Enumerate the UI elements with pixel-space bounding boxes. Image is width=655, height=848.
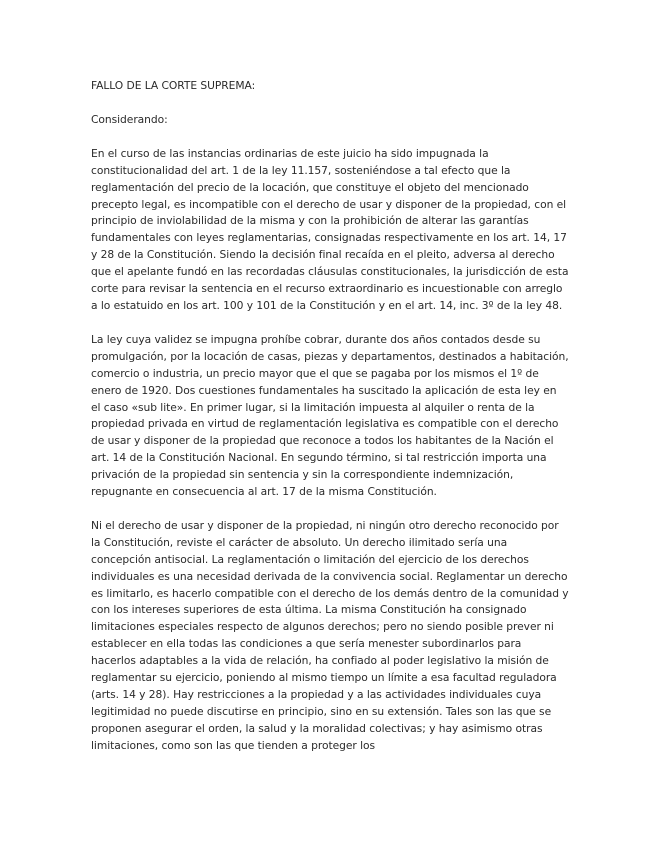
paragraph-3: Ni el derecho de usar y disponer de la propiedad, ni ningún otro derecho reconocido por la Constitución, reviste el carácter de absoluto. Un derecho ilimitado sería una concepción antisocial. La reglamentación o limitación del ejercicio de los derechos individuales es una necesidad derivada de la convivencia social. Reglamentar un derecho es limitarlo, es hacerlo compatible con el derecho de los demás dentro de la comunidad y con los intereses superiores de esta última. La misma Constitución ha consignado limitaciones especiales respecto de algunos derechos; pero no siendo posible prever ni establecer en ella todas las condiciones a que sería menester subordinarlos para hacerlos adaptables a la vida de relación, ha confiado al poder legislativo la misión de reglamentar su ejercicio, poniendo al mismo tiempo un límite a esa facultad reguladora (arts. 14 y 28). Hay restricciones a la propiedad y a las actividades individuales cuya legitimidad no puede discutirse en principio, sino en su extensión. Tales son las que se proponen asegurar el orden, la salud y la moralidad colectivas; y hay asimismo otras limitaciones, como son las que tienden a proteger los <box>91 518 569 752</box>
document-page <box>91 78 569 772</box>
paragraph-2: La ley cuya validez se impugna prohíbe cobrar, durante dos años contados desde su promulgación, por la locación de casas, piezas y departamentos, destinados a habitación, comercio o industria, un precio mayor que el que se pagaba por los mismos el 1º de enero de 1920. Dos cuestiones fundamentales ha suscitado la aplicación de esta ley en el caso «sub lite». En primer lugar, si la limitación impuesta al alquiler o renta de la propiedad privada en virtud de reglamentación legislativa es compatible con el derecho de usar y disponer de la propiedad que reconoce a todos los habitantes de la Nación el art. 14 de la Constitución Nacional. En segundo término, si tal restricción importa una privación de la propiedad sin sentencia y sin la correspondiente indemnización, repugnante en consecuencia al art. 17 de la misma Constitución. <box>91 332 569 499</box>
considering-label: Considerando: <box>91 112 168 126</box>
document-heading: FALLO DE LA CORTE SUPREMA: <box>91 79 256 92</box>
paragraph-1: En el curso de las instancias ordinarias de este juicio ha sido impugnada la constitucionalidad del art. 1 de la ley 11.157, sosteniéndose a tal efecto que la reglamentación del precio de la locación, que constituye el objeto del mencionado precepto legal, es incompatible con el derecho de usar y disponer de la propiedad, con el principio de inviolabilidad de la misma y con la prohibición de alterar las garantías fundamentales con leyes reglamentarias, consignadas respectivamente en los art. 14, 17 y 28 de la Constitución. Siendo la decisión final recaída en el pleito, adversa al derecho que el apelante fundó en las recordadas cláusulas constitucionales, la jurisdicción de esta corte para revisar la sentencia en el recurso extraordinario es incuestionable con arreglo a lo estatuido en los art. 100 y 101 de la Constitución y en el art. 14, inc. 3º de la ley 48. <box>91 146 569 312</box>
